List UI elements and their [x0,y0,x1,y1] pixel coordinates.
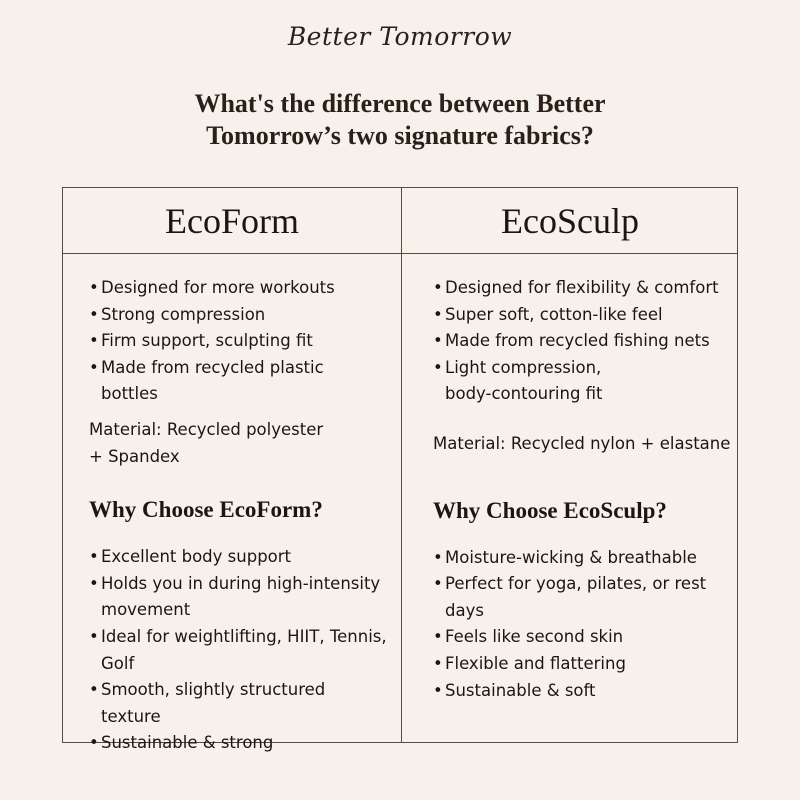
headline-line-2: Tomorrow’s two signature fabrics? [206,121,594,150]
ecosculp-title: EcoSculp [501,200,639,241]
list-item: • Excellent body support [89,544,389,571]
list-item: • Flexible and flattering [433,651,713,678]
ecosculp-why-heading: Why Choose EcoSculp? [433,497,667,523]
list-item: • Light compression, body-contouring fit [433,355,635,408]
page-headline [0,88,800,152]
list-item: • Sustainable & soft [433,678,713,705]
ecoform-title: EcoForm [165,200,299,241]
ecoform-material: Material: Recycled polyester + Spandex [89,419,324,466]
ecosculp-reasons-list [433,545,713,705]
ecosculp-features-list [433,275,723,408]
brand-logo: Better Tomorrow [287,22,513,51]
list-item: • Holds you in during high-intensity movement [89,571,389,624]
list-item: • Ideal for weightlifting, HIIT, Tennis, Golf [89,624,389,677]
list-item: • Designed for more workouts [89,275,393,302]
comparison-table [62,187,738,753]
list-item: • Smooth, slightly structured texture [89,677,389,730]
ecoform-why-heading: Why Choose EcoForm? [89,497,323,523]
ecosculp-material: Material: Recycled nylon + elastane [433,433,731,453]
ecoform-reasons-list [89,544,389,757]
list-item: • Super soft, cotton-like feel [433,302,723,329]
ecosculp-column [401,254,739,704]
headline-line-1: What's the difference between Better [194,89,606,118]
ecoform-column [63,254,401,757]
list-item: • Made from recycled plastic bottles [89,355,331,408]
list-item: • Made from recycled fishing nets [433,328,723,355]
list-item: • Perfect for yoga, pilates, or rest days [433,571,713,624]
ecoform-features-list [89,275,393,408]
list-item: • Moisture-wicking & breathable [433,545,713,572]
list-item: • Strong compression [89,302,393,329]
list-item: • Sustainable & strong [89,730,389,757]
list-item: • Designed for flexibility & comfort [433,275,723,302]
list-item: • Firm support, sculpting fit [89,328,393,355]
list-item: • Feels like second skin [433,624,713,651]
